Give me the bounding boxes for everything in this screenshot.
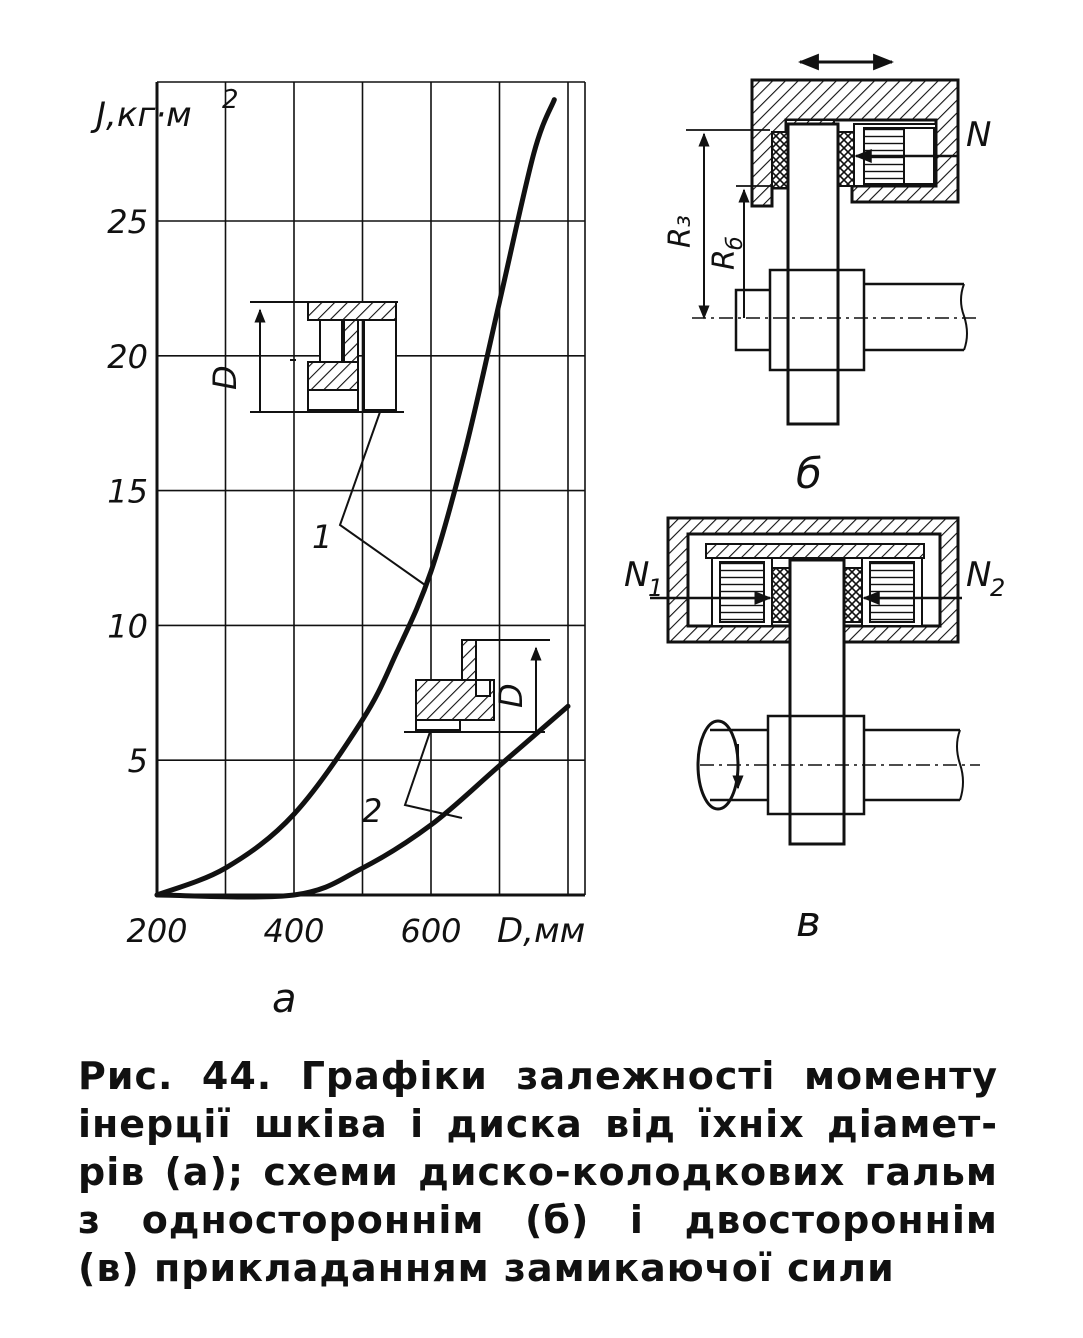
caption-line: (в) прикладанням замикаючої сили — [78, 1246, 895, 1290]
y-axis-label: J,кг·м — [96, 95, 192, 135]
force-n-label: N — [966, 115, 992, 155]
pulley-diameter-label: D — [206, 365, 244, 390]
panel-b-one-sided-brake — [663, 62, 991, 498]
pulley-section-inset — [206, 302, 404, 412]
curve-1-leader — [340, 412, 425, 585]
radius-inner-label: R — [707, 249, 742, 270]
panel-a-label: a — [272, 976, 297, 1022]
y-tick-label: 10 — [107, 607, 148, 646]
force-n1-subscript: 1 — [648, 574, 664, 602]
force-n2-subscript: 2 — [990, 574, 1006, 602]
figure-caption — [78, 1052, 998, 1292]
panel-c-two-sided-brake — [624, 518, 1005, 946]
caption-line: Рис. 44. Графіки залежності моменту — [78, 1054, 998, 1098]
panel-b-label: б — [796, 449, 822, 498]
y-tick-label: 15 — [107, 472, 148, 511]
panel-a-chart — [90, 82, 585, 1022]
caption-line: з одностороннім (б) і двостороннім — [78, 1198, 998, 1242]
y-tick-label: 5 — [127, 742, 148, 781]
disk-section-inset — [404, 640, 550, 732]
y-tick-label: 20 — [107, 337, 148, 376]
curve-1-label: 1 — [312, 518, 333, 556]
force-n1-label: N — [624, 555, 650, 595]
x-tick-label: 200 — [126, 912, 188, 950]
y-tick-labels — [107, 203, 148, 780]
panel-c-label: в — [796, 897, 821, 946]
x-tick-labels — [126, 912, 461, 950]
caption-line: рів (а); схеми диско-колодкових гальм — [78, 1150, 998, 1194]
x-tick-label: 400 — [263, 912, 325, 950]
series-1-line — [157, 100, 554, 895]
y-axis-label-superscript: 2 — [222, 85, 239, 115]
x-tick-label: 600 — [400, 912, 462, 950]
disk-diameter-label: D — [492, 683, 530, 708]
force-n2-label: N — [966, 555, 992, 595]
x-axis-label: D,мм — [497, 911, 586, 951]
caption-line: інерції шківа і диска від їхніх діамет- — [78, 1102, 998, 1146]
y-tick-label: 25 — [107, 203, 148, 241]
radius-outer-label: R₃ — [663, 215, 698, 248]
radius-inner-subscript: б — [723, 236, 748, 250]
curve-2-label: 2 — [362, 792, 383, 830]
